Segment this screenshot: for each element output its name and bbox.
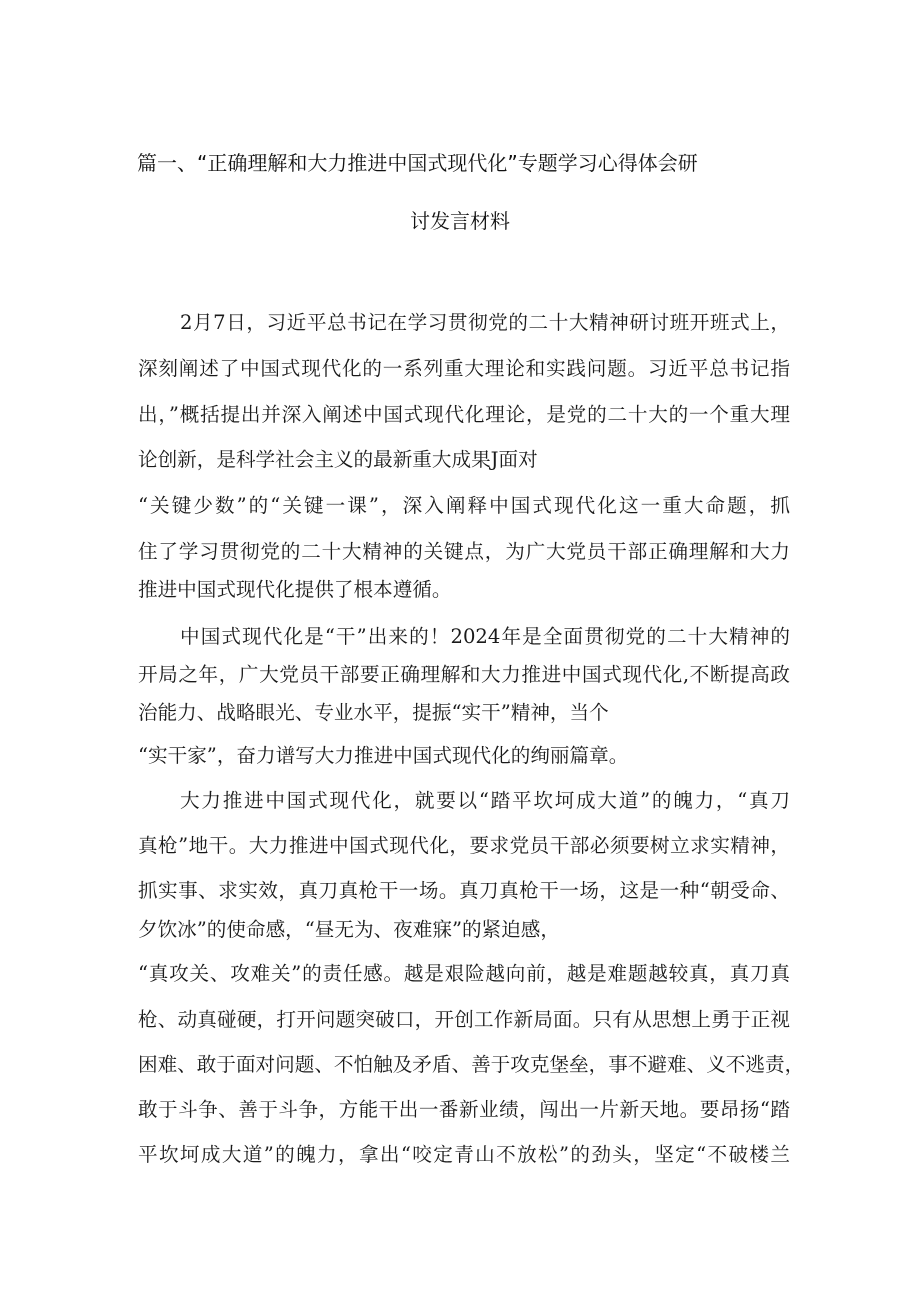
paragraph-line: 推进中国式现代化提供了根本遵循。: [138, 578, 452, 601]
document-title-line-2: 讨发言材料: [410, 209, 510, 233]
paragraph-line: 困难、敢于面对问题、不怕触及矛盾、善于攻克堡垒，事不避难、义不逃责，: [138, 1053, 805, 1076]
paragraph-line: 中国式现代化是“干”出来的！2024年是全面贯彻党的二十大精神的: [180, 625, 790, 648]
paragraph-line: 2月7日，习近平总书记在学习贯彻党的二十大精神研讨班开班式上，: [180, 311, 790, 334]
paragraph-line: 抓实事、求实效，真刀真枪干一场。真刀真枪干一场，这是一种“朝受命、: [138, 879, 790, 902]
paragraph-line: “实干家”，奋力谱写大力推进中国式现代化的绚丽篇章。: [138, 744, 629, 767]
paragraph-line: 枪、动真碰硬，打开问题突破口，开创工作新局面。只有从思想上勇于正视: [138, 1008, 790, 1031]
paragraph-line: 开局之年，广大党员干部要正确理解和大力推进中国式现代化,不断提高政: [138, 663, 790, 686]
paragraph-line: 真枪”地干。大力推进中国式现代化，要求党员干部必须要树立求实精神，: [138, 834, 790, 857]
paragraph-line: 住了学习贯彻党的二十大精神的关键点，为广大党员干部正确理解和大力: [138, 540, 790, 563]
paragraph-line: 出，”概括提出并深入阐述中国式现代化理论，是党的二十大的一个重大理: [138, 403, 790, 426]
paragraph-line: 敢于斗争、善于斗争，方能干出一番新业绩，闯出一片新天地。要昂扬“踏: [138, 1098, 790, 1121]
document-title-line-1: 篇一、“正确理解和大力推进中国式现代化”专题学习心得体会研: [137, 151, 698, 175]
paragraph-line: 深刻阐述了中国式现代化的一系列重大理论和实践问题。习近平总书记指: [138, 357, 790, 380]
paragraph-line: 夕饮冰”的使命感，“昼无为、夜难寐”的紧迫感，: [138, 918, 560, 941]
paragraph-line: 论创新，是科学社会主义的最新重大成果J面对: [138, 448, 538, 471]
paragraph-line: 大力推进中国式现代化，就要以“踏平坎坷成大道”的魄力，“真刀: [180, 789, 790, 812]
paragraph-line: “真攻关、攻难关”的责任感。越是艰险越向前，越是难题越较真，真刀真: [138, 962, 790, 985]
paragraph-line: “关键少数”的“关键一课”，深入阐释中国式现代化这一重大命题，抓: [138, 494, 790, 517]
paragraph-line: 平坎坷成大道”的魄力，拿出“咬定青山不放松”的劲头，坚定“不破楼兰: [138, 1143, 790, 1166]
paragraph-line: 治能力、战略眼光、专业水平，提振“实干”精神，当个: [138, 701, 609, 724]
